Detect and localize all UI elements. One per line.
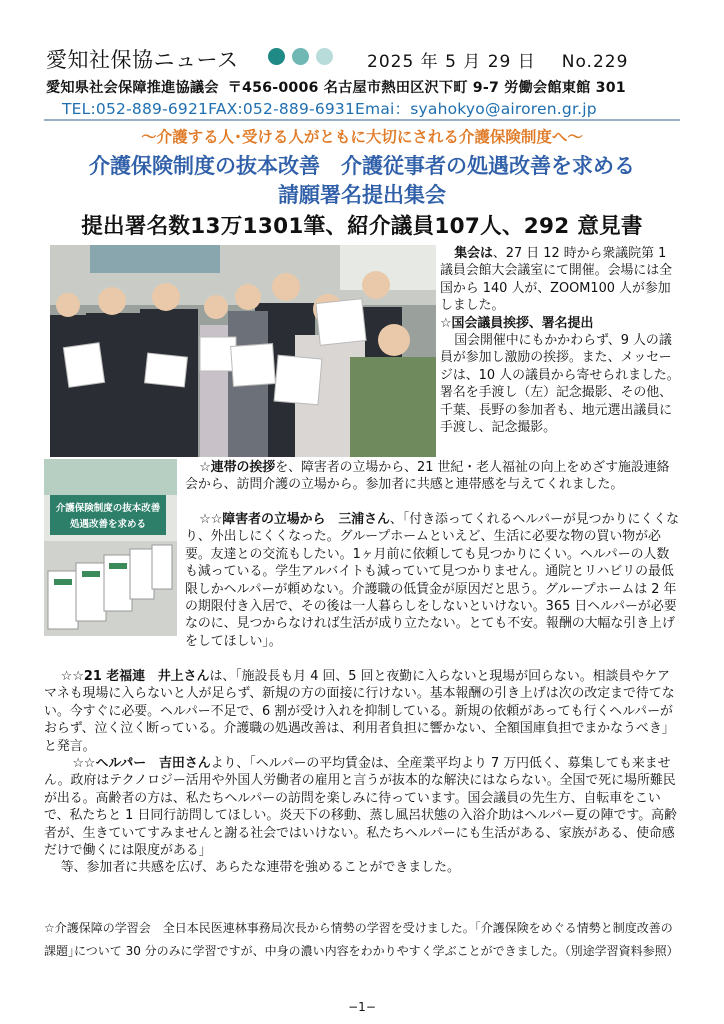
paragraph-solidarity-text: を、障害者の立場から、21 世紀・老人福祉の向上をめざす施設連絡会から、訪問介護の立場から。参加者に共感と連帯感を与えてくれました。 <box>185 460 670 493</box>
headline-line-1: 介護保険制度の抜本改善 介護従事者の処遇改善を求める <box>89 154 635 178</box>
dot-mid <box>292 48 309 65</box>
photo-banner-line-2: 処遇改善を求める <box>69 519 147 530</box>
photo-float-spacer <box>44 511 185 634</box>
headline-subtitle: ～介護する人･受ける人がともに大切にされる介護保険制度へ～ <box>141 128 583 146</box>
organization-address: 〒456-0006 名古屋市熱田区沢下町 9-7 労働会館東館 301 <box>227 80 626 96</box>
paragraph-yoshida <box>44 755 680 859</box>
section-heading-diet-members: ☆国会議員挨拶、署名提出 <box>440 315 594 331</box>
paragraph-miura-text: 、｢付き添ってくれるヘルパーが見つかりにくくなり、外出しにくくなった。グループホームといえど、生活に必要な物の買い物が必要。友達との交流もしたい。1ヶ月前に依頼しても見つかりにくい。ヘルパーの人数も減っている。学生アルバイトも減っていて見つかりません。通院とリハビリの最低限しかヘルパーが頼めない。介護職の低賃金が原因だと思う。グループホームは 2 年の期限付き入居で、その後は一人暮らしをしないといけない。365 日ヘルパーが必要なのに、見つからなければ生活が成り立たない。とても不安。報酬の大幅な引き上げをしてほしい｣。 <box>185 512 680 649</box>
paragraph-inoue <box>44 668 680 755</box>
page-number: −1− <box>348 1000 376 1014</box>
photo-illustration <box>50 245 436 457</box>
headline-line-2: 請願署名提出集会 <box>278 183 446 207</box>
newsletter-title: 愛知社保協ニュース <box>46 48 239 72</box>
paragraph-meeting <box>440 245 680 315</box>
header-divider <box>44 119 680 121</box>
paragraph-solidarity-lead: ☆連帯の挨拶 <box>199 460 276 475</box>
paragraph-yoshida-text: より、｢ヘルパーの平均賃金は、全産業平均より 7 万円低く、募集しても来ません。政府はテクノロジー活用や外国人労働者の雇用と言うが抜本的な解決にはならない。全国で死に場所難民が出る。高齢者の方は、私たちヘルパーの訪問を楽しみに待っています。国会議員の先生方、自転車をこいで、私たちと 1 日同行訪問してほしい。炎天下の移動、蒸し風呂状態の入浴介助はヘルパー夏の陣です。高齢者が、生きていてすみませんと謝る社会ではいけない。私たちヘルパーにも生活がある、家族がある、使命感だけで働くには限度がある｣ <box>44 756 677 859</box>
article-right-column <box>440 245 680 436</box>
decorative-dots <box>268 48 333 65</box>
issue-date: 2025 年 5 月 29 日 <box>367 52 536 72</box>
headline-results: 提出署名数13万1301筆、紹介議員107人、292 意見書 <box>81 214 643 239</box>
paragraph-meeting-lead: 集会は <box>454 246 493 261</box>
paragraph-solidarity <box>185 459 680 494</box>
paragraph-inoue-lead: ☆☆21 老福連 井上さん <box>60 669 210 684</box>
photo-signature-handover <box>50 245 436 457</box>
paragraph-miura-block <box>44 511 680 650</box>
paragraph-yoshida-lead: ☆☆ヘルパー 吉田さん <box>72 756 211 772</box>
dot-light <box>316 48 333 65</box>
dot-dark <box>268 48 285 65</box>
article-lower-section <box>44 668 680 877</box>
paragraph-study-session: ☆介護保障の学習会 全日本民医連林事務局次長から情勢の学習を受けました。｢介護保険をめぐる情勢と制度改善の課題｣について 30 分のみに学習ですが、中身の濃い内容をわかりやすく学ぶことができました。（別途学習資料参照） <box>44 921 679 958</box>
issue-date-line <box>367 47 628 72</box>
issue-number: No.229 <box>561 52 629 72</box>
organization-line <box>46 77 626 97</box>
paragraph-diet-members: 国会開催中にもかかわらず、9 人の議員が参加し激励の挨拶。また、メッセージは、10 人の議員から寄せられました。署名を手渡し（左）記念撮影、その他、千葉、長野の参加者も、地元選出議員に手渡し、記念撮影。 <box>440 333 680 436</box>
contact-info[interactable]: TEL:052-889-6921FAX:052-889-6931Emai：syahokyo@airoren.gr.jp <box>62 100 597 118</box>
paragraph-miura-lead: ☆☆障害者の立場から 三浦さん <box>199 512 390 527</box>
paragraph-inoue-text: は、｢施設長も月 4 回、5 回と夜勤に入らないと現場が回らない。相談員やケアマネも現場に入らないと人が足らず、新規の方の面接に行けない。基本報酬の引き上げは次の改定まで待てない。今すぐに必要。ヘルパー不足で、6 割が受け入れを抑制している。新規の依頼があっても行くヘルパーがおらず、泣く泣く断っている。介護職の処遇改善は、利用者負担に響かない、全額国庫負担でまかなうべき｣と発言。 <box>44 669 675 754</box>
paragraph-closing: 等、参加者に共感を広げ、あらたな連帯を強めることができました。 <box>60 860 460 876</box>
photo-banner-line-1: 介護保険制度の抜本改善 <box>55 503 161 514</box>
paragraph-meeting-text: 、27 日 12 時から衆議院第 1 議員会館大会議室にて開催。会場には全国から 140 人が、ZOOM100 人が参加しました。 <box>440 246 673 314</box>
organization-name: 愛知県社会保障推進協議会 <box>46 80 219 96</box>
